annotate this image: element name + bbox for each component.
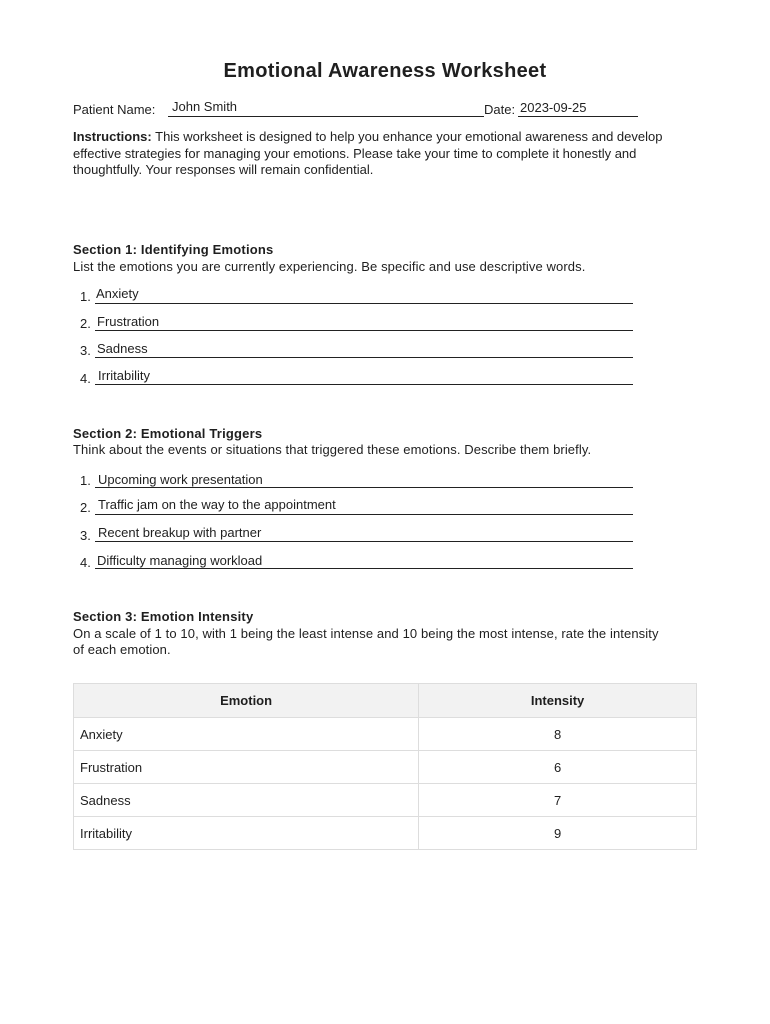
section3-description: On a scale of 1 to 10, with 1 being the least intense and 10 being the most intense, rate the intensity of each emotion.	[73, 626, 659, 657]
table-row	[74, 817, 697, 850]
table-row	[74, 751, 697, 784]
table-row	[74, 718, 697, 751]
trigger-field-2[interactable]: Traffic jam on the way to the appointment	[98, 497, 336, 512]
field-underline	[95, 330, 633, 331]
list-number: 3.	[80, 528, 91, 543]
list-number: 2.	[80, 500, 91, 515]
list-number: 2.	[80, 316, 91, 331]
section2-description: Think about the events or situations that triggered these emotions. Describe them briefly.	[73, 442, 592, 457]
list-number: 4.	[80, 555, 91, 570]
field-underline	[95, 541, 633, 542]
field-underline	[95, 357, 633, 358]
intensity-table	[73, 683, 697, 850]
date-label: Date:	[484, 102, 516, 117]
trigger-field-3[interactable]: Recent breakup with partner	[98, 525, 262, 540]
section2-heading: Section 2: Emotional Triggers	[73, 426, 263, 441]
intensity-cell[interactable]: 7	[419, 784, 697, 817]
intensity-cell[interactable]: 9	[419, 817, 697, 850]
list-number: 1.	[80, 289, 91, 304]
emotion-field-4[interactable]: Irritability	[98, 368, 151, 383]
emotion-cell[interactable]: Anxiety	[74, 718, 419, 751]
page-title: Emotional Awareness Worksheet	[223, 60, 547, 82]
date-underline	[518, 116, 638, 117]
field-underline	[95, 514, 633, 515]
trigger-field-4[interactable]: Difficulty managing workload	[97, 553, 263, 568]
instructions-label: Instructions:	[73, 129, 152, 144]
section1-description: List the emotions you are currently experiencing. Be specific and use descriptive words.	[73, 259, 586, 274]
instructions	[73, 129, 688, 179]
instructions-text: This worksheet is designed to help you enhance your emotional awareness and develop effective strategies for managing your emotions. Please take your time to complete it honestly and thoughtfully. Your responses will remain confidential.	[73, 129, 663, 177]
emotion-cell[interactable]: Irritability	[74, 817, 419, 850]
table-row	[74, 784, 697, 817]
column-header-intensity: Intensity	[419, 684, 697, 718]
emotion-field-2[interactable]: Frustration	[97, 314, 160, 329]
emotion-cell[interactable]: Sadness	[74, 784, 419, 817]
list-number: 4.	[80, 371, 91, 386]
trigger-field-1[interactable]: Upcoming work presentation	[98, 472, 263, 487]
section1-heading: Section 1: Identifying Emotions	[73, 242, 274, 257]
date-field[interactable]: 2023-09-25	[520, 100, 587, 115]
intensity-cell[interactable]: 6	[419, 751, 697, 784]
patient-name-label: Patient Name:	[73, 102, 156, 117]
field-underline	[95, 303, 633, 304]
intensity-cell[interactable]: 8	[419, 718, 697, 751]
list-number: 1.	[80, 473, 91, 488]
table-header-row	[74, 684, 697, 718]
patient-name-field[interactable]: John Smith	[172, 99, 238, 114]
emotion-field-3[interactable]: Sadness	[97, 341, 148, 356]
emotion-cell[interactable]: Frustration	[74, 751, 419, 784]
field-underline	[95, 487, 633, 488]
emotion-field-1[interactable]: Anxiety	[96, 286, 139, 301]
list-number: 3.	[80, 343, 91, 358]
field-underline	[95, 568, 633, 569]
section3-heading: Section 3: Emotion Intensity	[73, 609, 254, 624]
field-underline	[95, 384, 633, 385]
patient-name-underline	[168, 116, 484, 117]
column-header-emotion: Emotion	[74, 684, 419, 718]
